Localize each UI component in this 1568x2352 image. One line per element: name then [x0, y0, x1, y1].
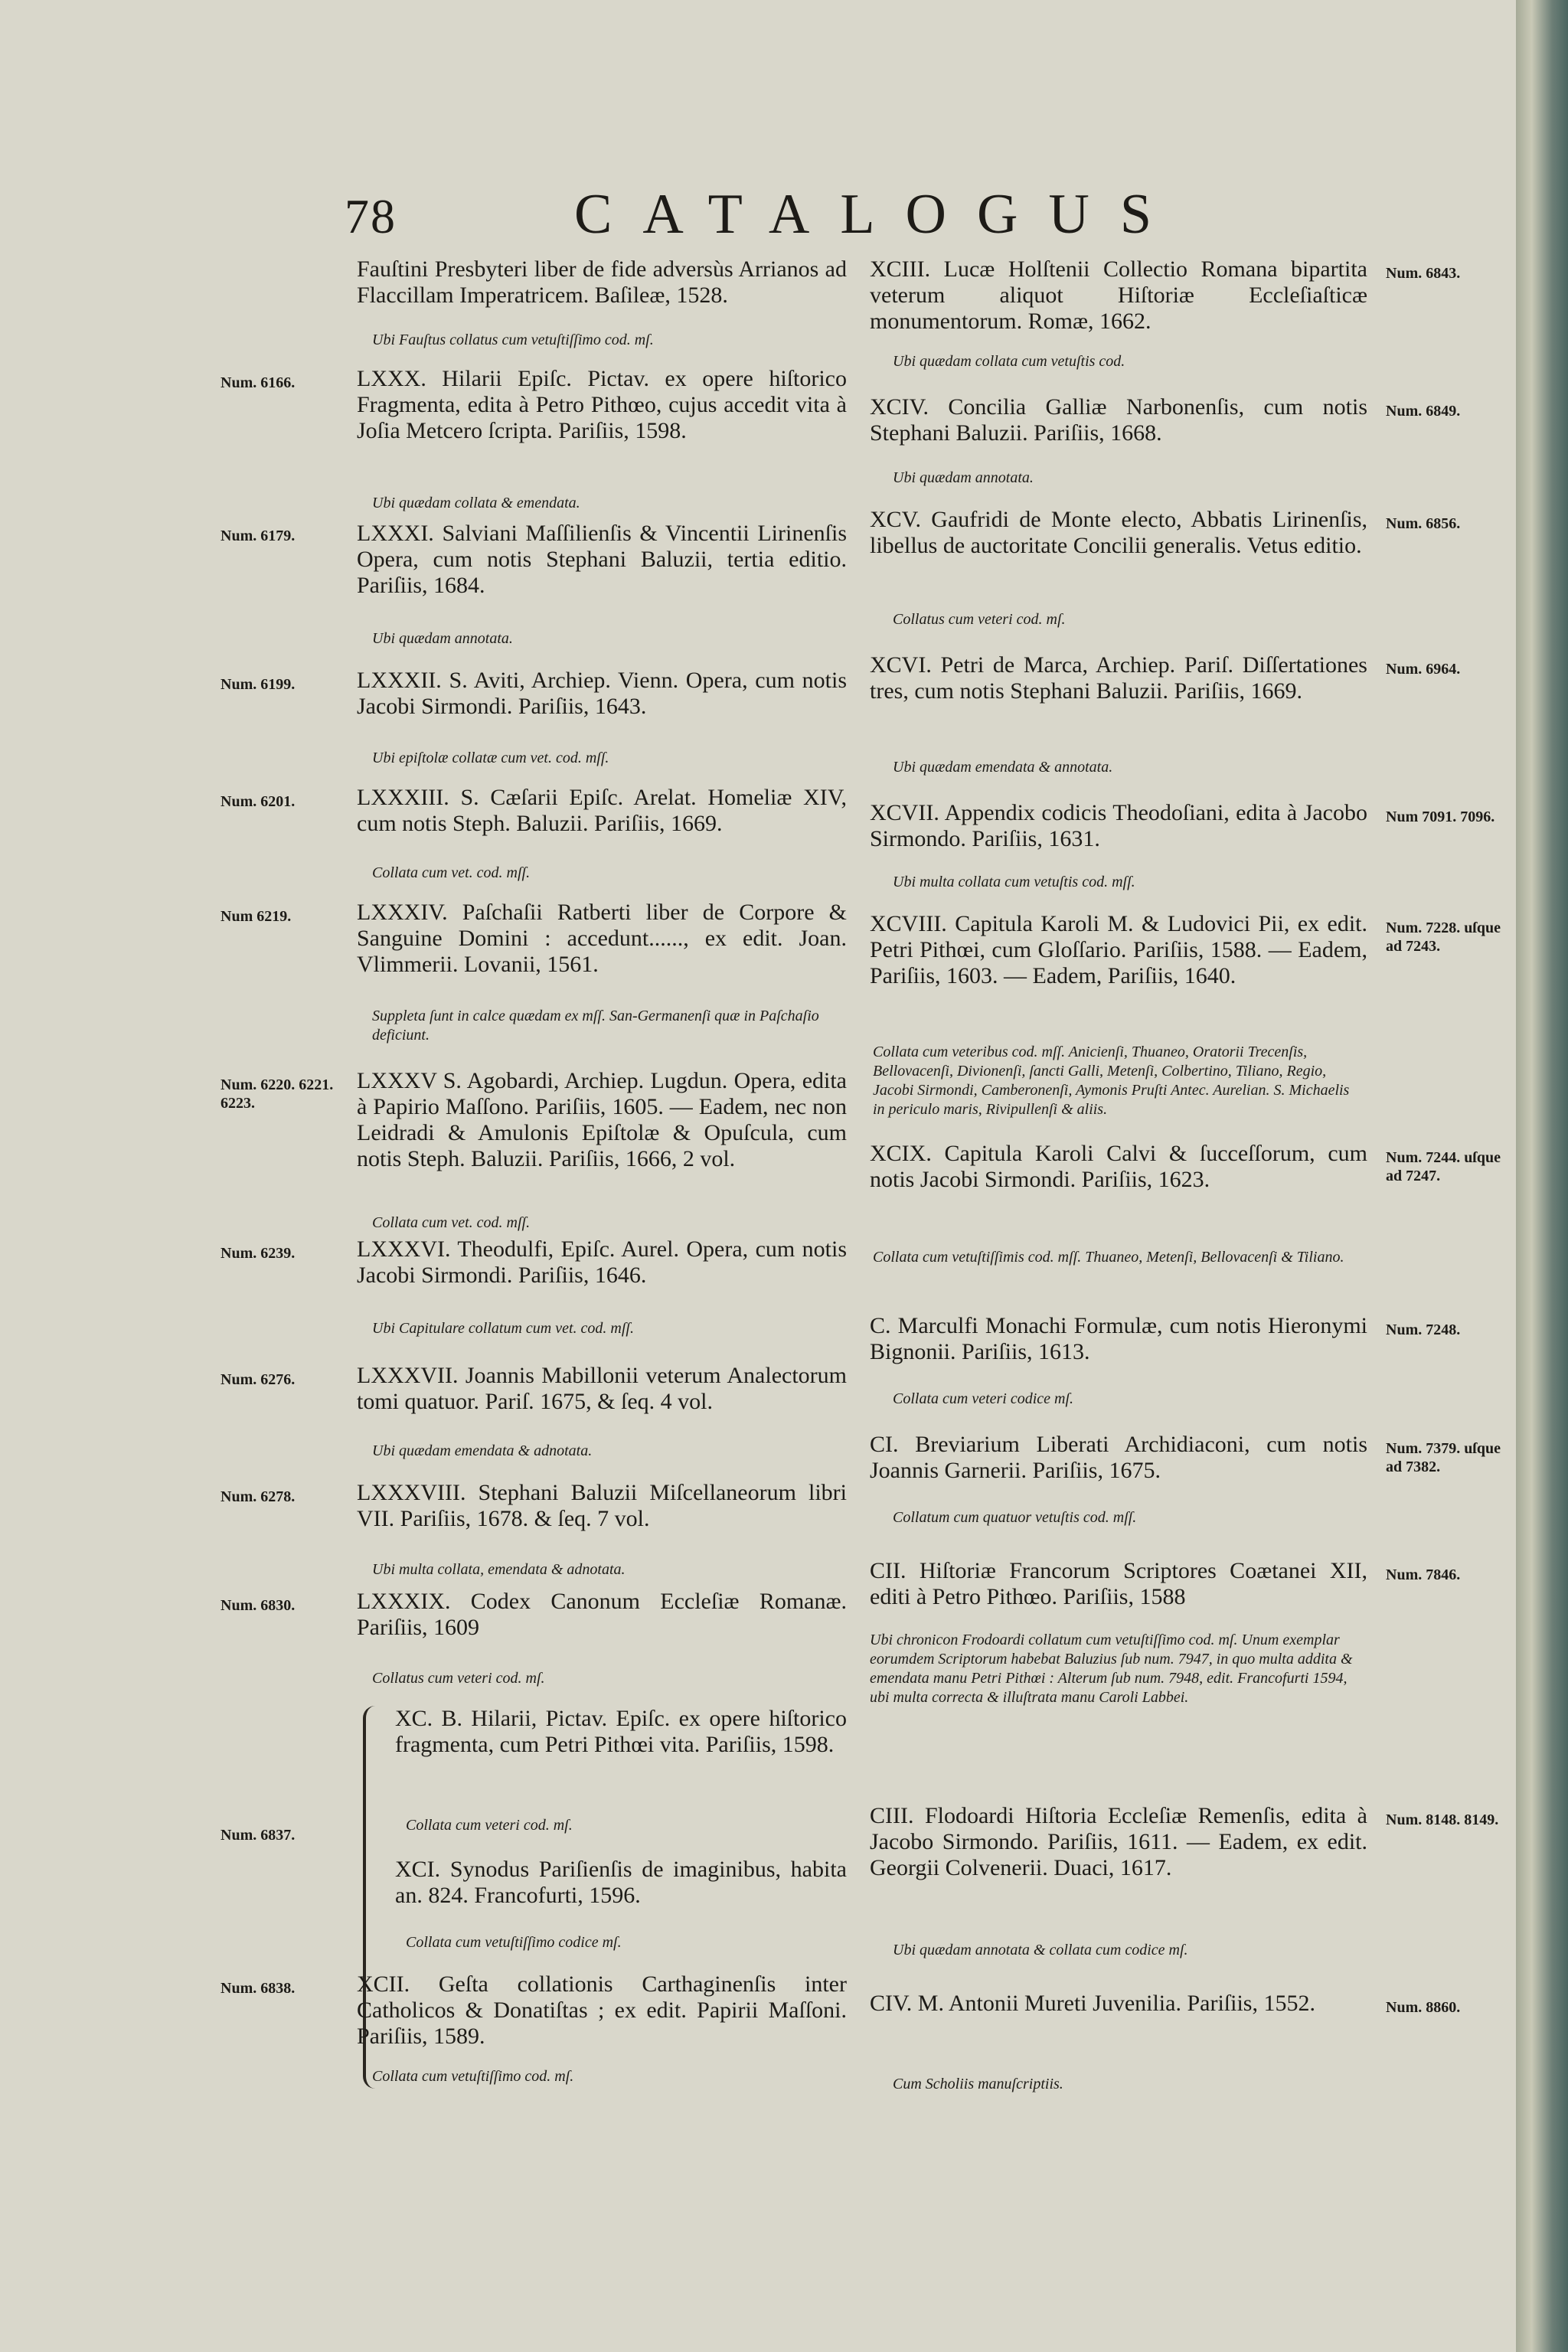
entry-note: Collata cum veteribus cod. mſſ. Anicienſi, Thuaneo, Oratorii Trecenſis, Bellovacenſi, Divionenſi, ſancti Galli, Metenſi, Colbertino, Tiliano, Regio, Jacobi Sirmondi, Camberonenſi, Aymonis Pruſti Antec. Aurelian. S. Michaelis in periculo maris, Rivipullenſi & aliis. — [873, 1044, 1350, 1118]
entry-text: LXXXVII. Joannis Mabillonii veterum Analectorum tomi quatuor. Pariſ. 1675, & ſeq. 4 vol. — [357, 1363, 847, 1414]
catalog-number: Num. 6179. — [220, 528, 296, 544]
entry-note: Suppleta ſunt in calce quædam ex mſſ. San-Germanenſi quæ in Paſchaſio deficiunt. — [372, 1008, 819, 1044]
catalog-number: Num. 6166. — [220, 374, 296, 391]
entry-text: LXXXIII. S. Cæſarii Epiſc. Arelat. Homeliæ XIV, cum notis Steph. Baluzii. Pariſiis, 1669. — [357, 785, 847, 836]
catalog-number: Num. 6199. — [220, 676, 296, 693]
entry-note: Ubi quædam annotata & collata cum codice mſ. — [893, 1942, 1188, 1958]
catalog-number: Num. 7244. uſque ad 7247. — [1386, 1149, 1501, 1184]
catalog-number: Num. 8860. — [1386, 1999, 1461, 2016]
entry-text: LXXXIX. Codex Canonum Eccleſiæ Romanæ. Pariſiis, 1609 — [357, 1589, 847, 1640]
entry-note: Ubi quædam annotata. — [893, 469, 1034, 486]
catalog-number: Num. 7248. — [1386, 1321, 1461, 1338]
entry-text: XC. B. Hilarii, Pictav. Epiſc. ex opere hiſtorico fragmenta, cum Petri Pithœi vita. Pariſiis, 1598. — [395, 1706, 847, 1757]
entry-note: Collatus cum veteri cod. mſ. — [893, 611, 1066, 628]
entry-text: XCI. Synodus Pariſienſis de imaginibus, habita an. 824. Francofurti, 1596. — [395, 1857, 847, 1908]
entry-note: Ubi Fauſtus collatus cum vetuſtiſſimo cod. mſ. — [372, 332, 654, 348]
entry-text: XCV. Gaufridi de Monte electo, Abbatis Lirinenſis, libellus de auctoritate Concilii generalis. Vetus editio. — [870, 507, 1367, 558]
catalog-number: Num. 6220. 6221. 6223. — [220, 1076, 334, 1112]
entry-note: Ubi chronicon Frodoardi collatum cum vetuſtiſſimo cod. mſ. Unum exemplar eorumdem Scriptorum habebat Baluzius ſub num. 7947, in quo multa addita & emendata manu Petri Pithœi : Alterum ſub num. 7948, edit. Francofurti 1594, ubi multa correcta & illuſtrata manu Caroli Labbei. — [870, 1632, 1353, 1706]
entry-note: Collata cum veteri codice mſ. — [893, 1390, 1074, 1407]
entry-note: Collata cum veteri cod. mſ. — [406, 1817, 573, 1834]
entry-text: XCII. Geſta collationis Carthaginenſis inter Catholicos & Donatiſtas ; ex edit. Papirii Maſſoni. Pariſiis, 1589. — [357, 1971, 847, 2049]
entry-text: LXXXI. Salviani Maſſilienſis & Vincentii Lirinenſis Opera, cum notis Stephani Baluzii, tertia editio. Pariſiis, 1684. — [357, 521, 847, 598]
entry-text: XCIX. Capitula Karoli Calvi & ſucceſſorum, cum notis Jacobi Sirmondi. Pariſiis, 1623. — [870, 1141, 1367, 1192]
entry-text: XCIII. Lucæ Holſtenii Collectio Romana bipartita veterum aliquot Hiſtoriæ Eccleſiaſticæ monumentorum. Romæ, 1662. — [870, 256, 1367, 334]
catalog-number: Num. 6201. — [220, 793, 296, 810]
catalog-number: Num. 6838. — [220, 1980, 296, 1997]
entry-note: Ubi multa collata, emendata & adnotata. — [372, 1561, 626, 1578]
entry-text: LXXXII. S. Aviti, Archiep. Vienn. Opera, cum notis Jacobi Sirmondi. Pariſiis, 1643. — [357, 668, 847, 719]
entry-note: Ubi quædam emendata & adnotata. — [372, 1442, 593, 1459]
entry-text: LXXXV S. Agobardi, Archiep. Lugdun. Opera, edita à Papirio Maſſono. Pariſiis, 1605. — Eadem, nec non Leidradi & Amulonis Epiſtolæ & Opuſcula, cum notis Steph. Baluzii. Pariſiis, 1666, 2 vol. — [357, 1068, 847, 1171]
catalog-number: Num. 7846. — [1386, 1566, 1461, 1583]
book-gutter — [1516, 0, 1568, 2352]
catalog-number: Num. 6964. — [1386, 661, 1461, 678]
entry-text: XCVI. Petri de Marca, Archiep. Pariſ. Diſſertationes tres, cum notis Stephani Baluzii. Pariſiis, 1669. — [870, 652, 1367, 704]
catalog-number: Num 6219. — [220, 908, 292, 925]
entry-note: Ubi multa collata cum vetuſtis cod. mſſ. — [893, 874, 1135, 890]
catalog-number: Num. 6856. — [1386, 515, 1461, 532]
entry-note: Ubi quædam collata & emendata. — [372, 495, 580, 511]
entry-text: XCIV. Concilia Galliæ Narbonenſis, cum notis Stephani Baluzii. Pariſiis, 1668. — [870, 394, 1367, 446]
page-number: 78 — [345, 189, 397, 243]
entry-text: CIV. M. Antonii Mureti Juvenilia. Pariſiis, 1552. — [870, 1991, 1315, 2016]
entry-text: CIII. Flodoardi Hiſtoria Eccleſiæ Remenſis, edita à Jacobo Sirmondo. Pariſiis, 1611. — Eadem, ex edit. Georgii Colvenerii. Duaci, 1617. — [870, 1803, 1367, 1880]
entry-note: Collata cum vetuſtiſſimo cod. mſ. — [372, 2068, 574, 2085]
entry-note: Ubi quædam collata cum vetuſtis cod. — [893, 353, 1125, 370]
entry-note: Collatus cum veteri cod. mſ. — [372, 1670, 545, 1687]
entry-text: XCVII. Appendix codicis Theodoſiani, edita à Jacobo Sirmondo. Pariſiis, 1631. — [870, 800, 1367, 851]
entry-note: Ubi Capitulare collatum cum vet. cod. mſſ. — [372, 1320, 634, 1337]
catalog-number: Num. 6830. — [220, 1597, 296, 1614]
running-head — [345, 182, 1187, 259]
entry-note: Collata cum vet. cod. mſſ. — [372, 864, 531, 881]
catalog-number: Num. 6278. — [220, 1488, 296, 1505]
catalog-number: Num. 6837. — [220, 1827, 296, 1844]
catalog-number: Num. 7379. uſque ad 7382. — [1386, 1440, 1501, 1475]
catalog-number: Num. 8148. 8149. — [1386, 1811, 1499, 1828]
entry-note: Collata cum vetuſtiſſimis cod. mſſ. Thuaneo, Metenſi, Bellovacenſi & Tiliano. — [873, 1249, 1344, 1266]
entry-text: LXXXVIII. Stephani Baluzii Miſcellaneorum libri VII. Pariſiis, 1678. & ſeq. 7 vol. — [357, 1480, 847, 1531]
entry-note: Collata cum vet. cod. mſſ. — [372, 1214, 531, 1231]
entry-text: CI. Breviarium Liberati Archidiaconi, cum notis Joannis Garnerii. Pariſiis, 1675. — [870, 1432, 1367, 1483]
entry-note: Cum Scholiis manuſcriptiis. — [893, 2076, 1063, 2092]
entry-note: Ubi quædam emendata & annotata. — [893, 759, 1113, 776]
catalog-number: Num. 6849. — [1386, 403, 1461, 420]
catalog-title: CATALOGUS — [574, 183, 1182, 246]
entry-text: Fauſtini Presbyteri liber de fide adversùs Arrianos ad Flaccillam Imperatricem. Baſileæ, 1528. — [357, 256, 847, 308]
entry-note: Collata cum vetuſtiſſimo codice mſ. — [406, 1934, 622, 1951]
entry-text: LXXX. Hilarii Epiſc. Pictav. ex opere hiſtorico Fragmenta, edita à Petro Pithœo, cujus accedit vita à Joſia Metcero ſcripta. Pariſiis, 1598. — [357, 366, 847, 443]
entry-note: Collatum cum quatuor vetuſtis cod. mſſ. — [893, 1509, 1137, 1526]
catalog-number: Num. 6276. — [220, 1371, 296, 1388]
entry-note: Ubi quædam annotata. — [372, 630, 513, 647]
entry-text: CII. Hiſtoriæ Francorum Scriptores Coætanei XII, editi à Petro Pithœo. Pariſiis, 1588 — [870, 1558, 1367, 1609]
entry-text: C. Marculfi Monachi Formulæ, cum notis Hieronymi Bignonii. Pariſiis, 1613. — [870, 1313, 1367, 1364]
entry-text: XCVIII. Capitula Karoli M. & Ludovici Pii, ex edit. Petri Pithœi, cum Gloſſario. Pariſiis, 1588. — Eadem, Pariſiis, 1603. — Eadem, Pariſiis, 1640. — [870, 911, 1367, 988]
entry-text: LXXXVI. Theodulfi, Epiſc. Aurel. Opera, cum notis Jacobi Sirmondi. Pariſiis, 1646. — [357, 1236, 847, 1288]
catalog-number: Num. 6239. — [220, 1245, 296, 1262]
entry-text: LXXXIV. Paſchaſii Ratberti liber de Corpore & Sanguine Domini : accedunt......, ex edit. Joan. Vlimmerii. Lovanii, 1561. — [357, 900, 847, 977]
catalog-number: Num. 6843. — [1386, 265, 1461, 282]
catalog-number: Num. 7228. uſque ad 7243. — [1386, 920, 1501, 955]
catalog-number: Num 7091. 7096. — [1386, 808, 1495, 825]
entry-note: Ubi epiſtolæ collatæ cum vet. cod. mſſ. — [372, 750, 609, 766]
